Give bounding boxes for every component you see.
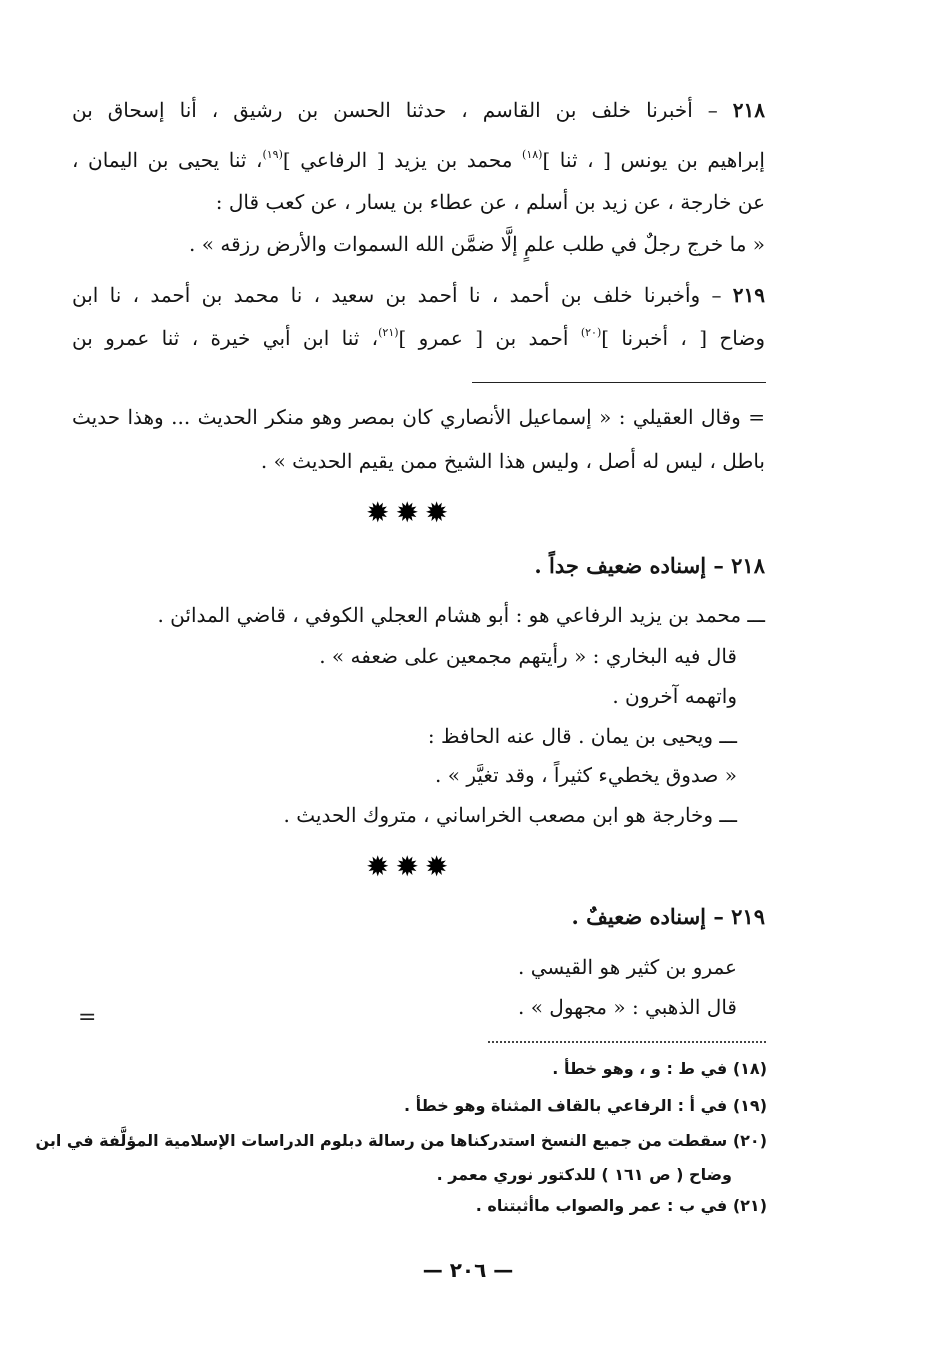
section-separator: ✹✹✹ bbox=[366, 496, 455, 529]
entry-218-line-3: عن خارجة ، عن زيد بن أسلم ، عن عطاء بن يسار ، عن كعب قال : bbox=[215, 190, 765, 214]
entry-218-quote: « ما خرج رجلٌ في طلب علمٍ إلَّا ضمَّن الله السموات والأرض رزقه » . bbox=[189, 232, 765, 256]
continuation-mark: = bbox=[78, 1005, 97, 1030]
commentary-line-1: = وقال العقيلي : « إسماعيل الأنصاري كان بمصر وهو منكر الحديث ... وهذا حديث bbox=[72, 405, 765, 429]
note-218-line-4: ـــ ويحيى بن يمان . قال عنه الحافظ : bbox=[427, 724, 737, 748]
note-219-heading: ٢١٩ – إسناده ضعيفٌ . bbox=[571, 904, 765, 929]
footnote-ref: (١٩) bbox=[262, 148, 283, 161]
entry-218-line-2: إبراهيم بن يونس [ ، ثنا ]$^{(١٨)}$ محمد بن يزيد [ الرفاعي ]$^{(١٩)}$، ثنا يحيى بن اليمان ، bbox=[72, 148, 765, 172]
footnote-divider bbox=[488, 1041, 766, 1043]
footnote-18: (١٨) في ط : و ، وهو خطأ . bbox=[552, 1059, 767, 1078]
note-218-line-2: قال فيه البخاري : « رأيتهم مجمعين على ضعفه » . bbox=[319, 644, 737, 668]
note-218-line-3: واتهمه آخرون . bbox=[612, 684, 737, 708]
footnote-19: (١٩) في أ : الرفاعي بالقاف المثناة وهو خطأ . bbox=[403, 1096, 767, 1115]
footnote-ref: (٢٠) bbox=[580, 326, 602, 339]
entry-219-line-1: ٢١٩ – وأخبرنا خلف بن أحمد ، نا أحمد بن سعيد ، نا محمد بن أحمد ، نا ابن bbox=[72, 283, 766, 307]
note-218-line-1: ـــ محمد بن يزيد الرفاعي هو : أبو هشام العجلي الكوفي ، قاضي المدائن . bbox=[157, 603, 765, 627]
footnote-ref: (١٨) bbox=[522, 148, 543, 161]
footnote-ref: (٢١) bbox=[378, 326, 399, 339]
note-218-line-5: « صدوق يخطيء كثيراً ، وقد تغيَّر » . bbox=[435, 763, 737, 787]
section-separator: ✹✹✹ bbox=[366, 850, 455, 883]
entry-number: ٢١٨ bbox=[732, 98, 765, 122]
note-218-heading: ٢١٨ – إسناده ضعيف جداً . bbox=[534, 553, 765, 578]
entry-219-line-2: وضاح [ ، أخبرنا ]$^{(٢٠)}$ أحمد بن [ عمرو ]$^{(٢١)}$، ثنا ابن أبي خيرة ، ثنا عمرو بن bbox=[72, 326, 765, 350]
page-number: — ٢٠٦ — bbox=[422, 1258, 514, 1282]
commentary-line-2: باطل ، ليس له أصل ، وليس هذا الشيخ ممن يقيم الحديث » . bbox=[260, 449, 765, 473]
entry-number: ٢١٩ bbox=[732, 283, 766, 307]
note-218-line-6: ـــ وخارجة هو ابن مصعب الخراساني ، متروك الحديث . bbox=[283, 803, 737, 827]
footnote-20-line-1: (٢٠) سقطت من جميع النسخ استدركناها من رسالة دبلوم الدراسات الإسلامية المؤلَّفة في ابن bbox=[35, 1131, 767, 1150]
note-219-line-1: عمرو بن كثير هو القيسي . bbox=[518, 955, 737, 979]
text-divider bbox=[472, 382, 766, 383]
entry-218-line-1: ٢١٨ – أخبرنا خلف بن القاسم ، حدثنا الحسن بن رشيق ، أنا إسحاق بن bbox=[72, 98, 765, 122]
footnote-20-line-2: وضاح ( ص ١٦١ ) للدكتور نوري معمر . bbox=[436, 1165, 732, 1184]
footnote-21: (٢١) في ب : عمر والصواب ماأثبتناه . bbox=[475, 1196, 767, 1215]
note-219-line-2: قال الذهبي : « مجهول » . bbox=[517, 995, 737, 1019]
